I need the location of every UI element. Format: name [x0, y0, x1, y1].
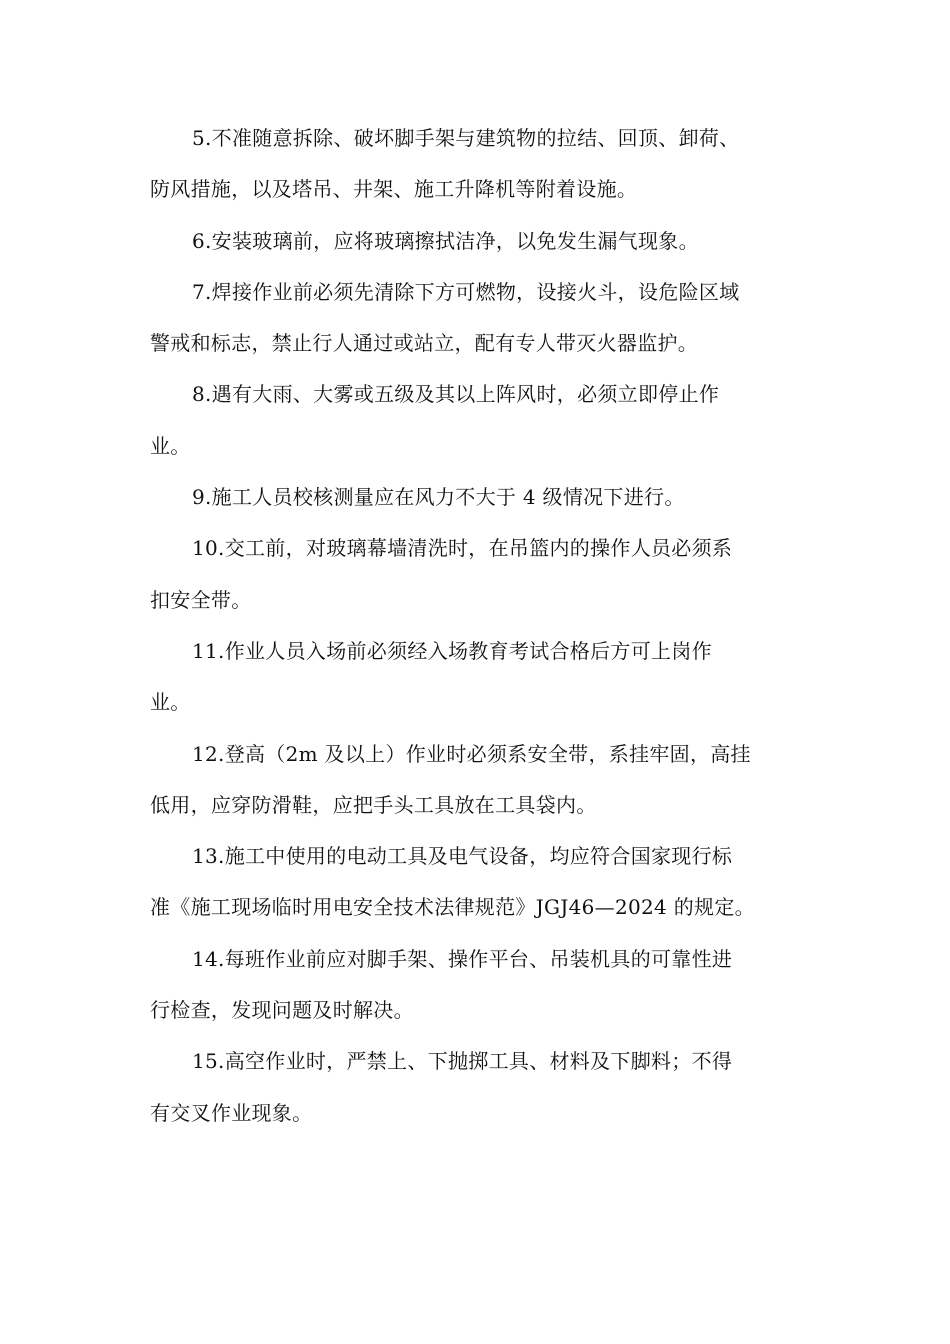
- paragraph-line: 11.作业人员入场前必须经入场教育考试合格后方可上岗作: [192, 638, 712, 663]
- paragraph-line: 10.交工前，对玻璃幕墙清洗时，在吊篮内的操作人员必须系: [192, 536, 733, 561]
- paragraph-item-14: [150, 934, 800, 1037]
- paragraph-line: 业。: [150, 690, 191, 715]
- paragraph-item-5: [150, 113, 800, 216]
- document-body: [150, 113, 800, 1139]
- paragraph-line: 防风措施，以及塔吊、井架、施工升降机等附着设施。: [150, 177, 638, 202]
- paragraph-line: 12.登高（2m 及以上）作业时必须系安全带，系挂牢固，高挂: [192, 741, 751, 766]
- paragraph-line: 9.施工人员校核测量应在风力不大于 4 级情况下进行。: [192, 485, 685, 510]
- paragraph-item-6: [150, 216, 800, 267]
- paragraph-item-8: [150, 369, 800, 472]
- paragraph-line: 有交叉作业现象。: [150, 1100, 313, 1125]
- paragraph-line: 6.安装玻璃前，应将玻璃擦拭洁净，以免发生漏气现象。: [192, 228, 699, 253]
- paragraph-item-9: [150, 472, 800, 523]
- paragraph-line: 13.施工中使用的电动工具及电气设备，均应符合国家现行标: [192, 844, 733, 869]
- paragraph-item-13: [150, 831, 800, 934]
- paragraph-item-12: [150, 729, 800, 832]
- paragraph-item-11: [150, 626, 800, 729]
- paragraph-line: 准《施工现场临时用电安全技术法律规范》JGJ46—2024 的规定。: [150, 895, 755, 920]
- paragraph-line: 警戒和标志，禁止行人通过或站立，配有专人带灭火器监护。: [150, 331, 699, 356]
- paragraph-line: 8.遇有大雨、大雾或五级及其以上阵风时，必须立即停止作: [192, 382, 720, 407]
- paragraph-line: 扣安全带。: [150, 587, 252, 612]
- paragraph-line: 低用，应穿防滑鞋，应把手头工具放在工具袋内。: [150, 792, 597, 817]
- paragraph-item-15: [150, 1036, 800, 1139]
- paragraph-line: 7.焊接作业前必须先清除下方可燃物，设接火斗，设危险区域: [192, 279, 740, 304]
- paragraph-line: 业。: [150, 433, 191, 458]
- paragraph-line: 行检查，发现问题及时解决。: [150, 998, 414, 1023]
- paragraph-item-7: [150, 267, 800, 370]
- paragraph-line: 14.每班作业前应对脚手架、操作平台、吊装机具的可靠性进: [192, 946, 733, 971]
- paragraph-item-10: [150, 523, 800, 626]
- paragraph-line: 5.不准随意拆除、破坏脚手架与建筑物的拉结、回顶、卸荷、: [192, 126, 740, 150]
- paragraph-line: 15.高空作业时，严禁上、下抛掷工具、材料及下脚料；不得: [192, 1049, 733, 1074]
